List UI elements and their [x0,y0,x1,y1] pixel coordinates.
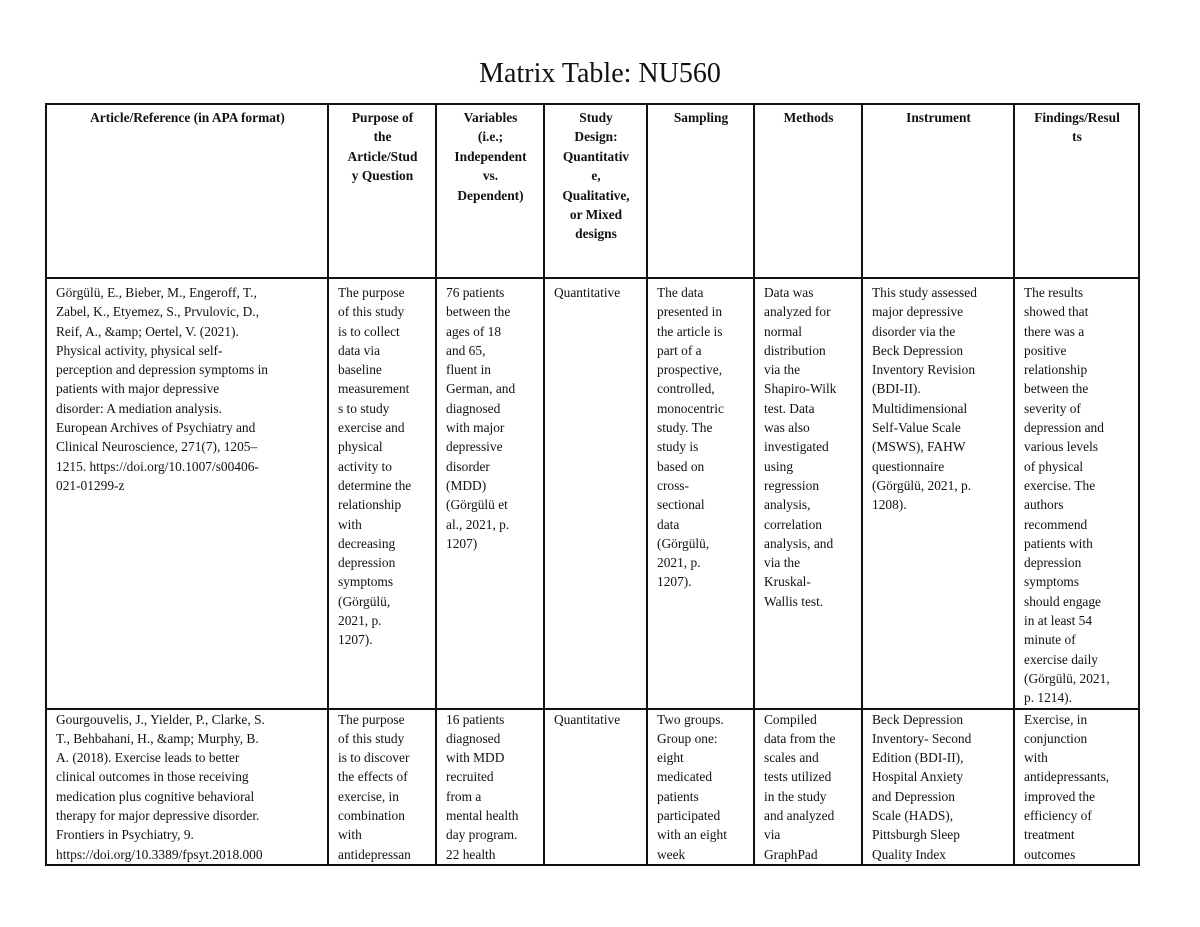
header-cell-methods: Methods [754,104,862,278]
cell-methods: Compiled data from the scales and tests utilized in the study and analyzed via GraphPad [754,709,862,865]
cell-sampling: Two groups. Group one: eight medicated patients participated with an eight week [647,709,754,865]
cell-study-design: Quantitative [544,278,647,709]
cell-sampling: The data presented in the article is part of a prospective, controlled, monocentric study. The study is based on cross- sectional data (Görgülü, 2021, p. 1207). [647,278,754,709]
cell-purpose: The purpose of this study is to discover the effects of exercise, in combination with antidepressan [328,709,436,865]
header-row [46,104,1139,278]
cell-findings: Exercise, in conjunction with antidepressants, improved the efficiency of treatment outcomes [1014,709,1139,865]
cell-methods: Data was analyzed for normal distribution via the Shapiro-Wilk test. Data was also investigated using regression analysis, correlation analysis, and via the Kruskal- Wallis test. [754,278,862,709]
header-cell-instrument: Instrument [862,104,1014,278]
cell-article: Gourgouvelis, J., Yielder, P., Clarke, S. T., Behbahani, H., &amp; Murphy, B. A. (2018). Exercise leads to better clinical outcomes in those receiving medication plus cognitive behavioral therapy for major depressive disorder. Frontiers in Psychiatry, 9. https://doi.org/10.3389/fpsyt.2018.000 [46,709,328,865]
header-cell-article: Article/Reference (in APA format) [46,104,328,278]
cell-instrument: Beck Depression Inventory- Second Edition (BDI-II), Hospital Anxiety and Depression Scale (HADS), Pittsburgh Sleep Quality Index [862,709,1014,865]
header-cell-purpose: Purpose of the Article/Stud y Question [328,104,436,278]
table-row [46,709,1139,865]
header-cell-findings: Findings/Resul ts [1014,104,1139,278]
matrix-table [45,103,1140,866]
header-cell-variables: Variables (i.e.; Independent vs. Dependent) [436,104,544,278]
header-cell-sampling: Sampling [647,104,754,278]
table-row [46,278,1139,709]
cell-purpose: The purpose of this study is to collect data via baseline measurement s to study exercise and physical activity to determine the relationship with decreasing depression symptoms (Görgülü, 2021, p. 1207). [328,278,436,709]
page-title: Matrix Table: NU560 [479,58,721,89]
cell-article: Görgülü, E., Bieber, M., Engeroff, T., Zabel, K., Etyemez, S., Prvulovic, D., Reif, A., &amp; Oertel, V. (2021). Physical activity, physical self- perception and depression symptoms in patients with major depressive disorder: A mediation analysis. European Archives of Psychiatry and Clinical Neuroscience, 271(7), 1205– 1215. https://doi.org/10.1007/s00406- 021-01299-z [46,278,328,709]
cell-findings: The results showed that there was a positive relationship between the severity of depression and various levels of physical exercise. The authors recommend patients with depression symptoms should engage in at least 54 minute of exercise daily (Görgülü, 2021, p. 1214). [1014,278,1139,709]
header-cell-study-design: Study Design: Quantitativ e, Qualitative, or Mixed designs [544,104,647,278]
cell-variables: 76 patients between the ages of 18 and 65, fluent in German, and diagnosed with major depressive disorder (MDD) (Görgülü et al., 2021, p. 1207) [436,278,544,709]
cell-study-design: Quantitative [544,709,647,865]
cell-variables: 16 patients diagnosed with MDD recruited from a mental health day program. 22 health [436,709,544,865]
cell-instrument: This study assessed major depressive disorder via the Beck Depression Inventory Revision (BDI-II). Multidimensional Self-Value Scale (MSWS), FAHW questionnaire (Görgülü, 2021, p. 1208). [862,278,1014,709]
